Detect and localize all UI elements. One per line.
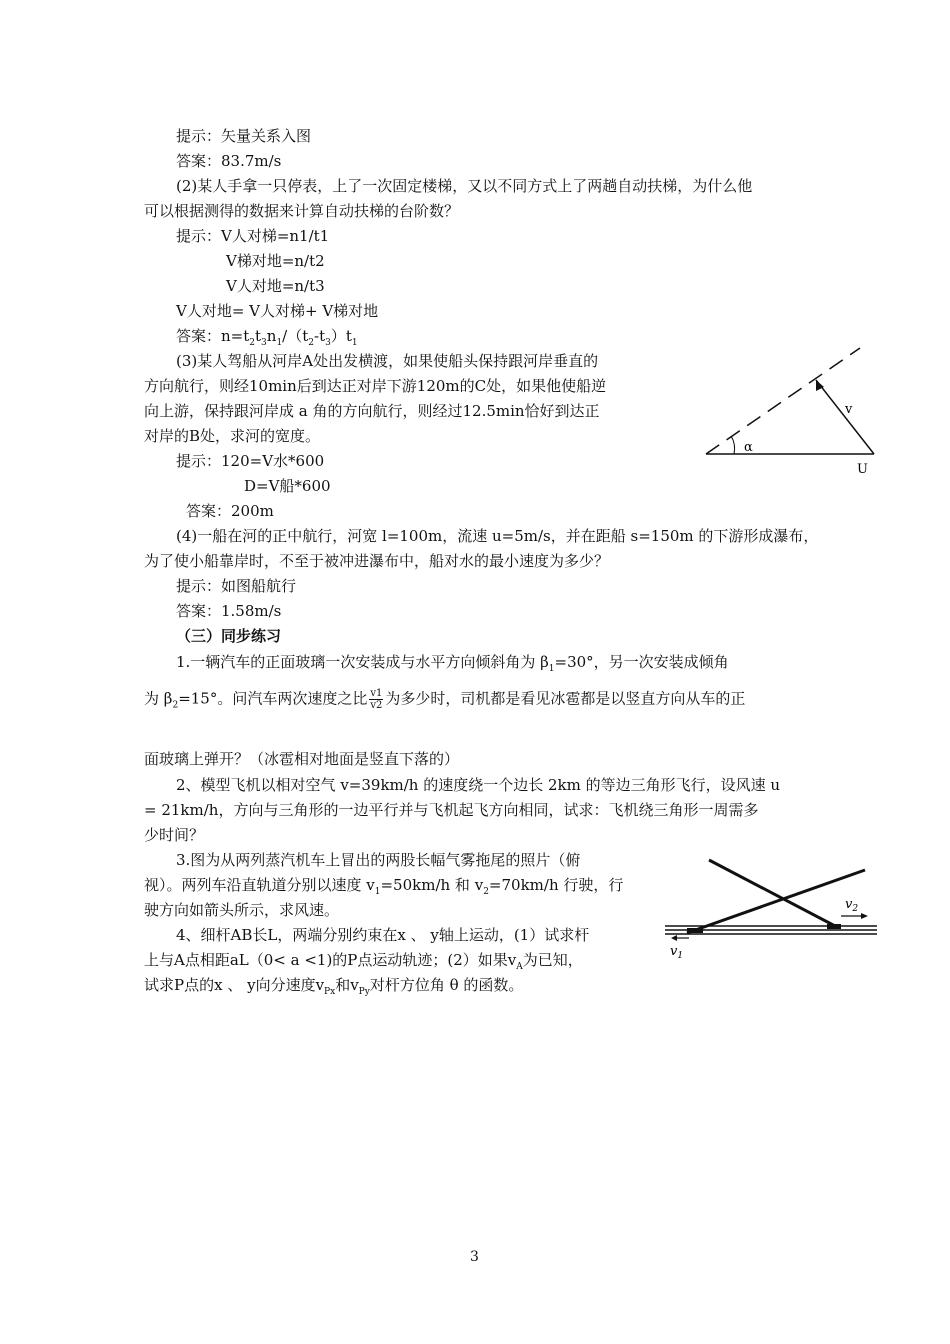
exercise-1-line: 为 $\beta_2=15^\circ$。问汽车两次速度之比 $\frac{v1}{v2}$ 为多少时，司机都是看见冰雹都是以竖直方向从车的正 (144, 688, 746, 711)
exercise-4-line: 4、细杆AB长L，两端分别约束在x 、 y轴上运动，(1）试求杆 (176, 926, 590, 944)
v1-label: $v_1$ (670, 944, 684, 961)
dashed-line (706, 348, 860, 454)
page-number: 3 (470, 1249, 479, 1265)
vector-triangle-figure (700, 340, 900, 480)
exercise-2-line: 少时间？ (144, 826, 205, 844)
question-4-line: (4)一船在河的正中航行，河宽 l=100m，流速 u=5m/s，并在距船 s=150m 的下游形成瀑布， (176, 527, 819, 545)
hint-line: V梯对地=n/t2 (226, 252, 325, 270)
hint-line: 提示：如图船航行 (176, 577, 297, 595)
velocity-ratio-fraction: $\frac{v1}{v2}$ (370, 688, 383, 711)
question-4-line: 为了使小船靠岸时，不至于被冲进瀑布中，船对水的最小速度为多少？ (144, 552, 610, 570)
hint-line: V人对地=n/t3 (226, 277, 325, 295)
answer-line: 答案：1.58m/s (176, 602, 282, 620)
hint-line: 提示：矢量关系入图 (176, 127, 312, 145)
hint-line: 提示：V人对梯=n1/t1 (176, 227, 330, 245)
question-3-line: 对岸的B处，求河的宽度。 (144, 427, 321, 445)
exercise-1-line: 1.一辆汽车的正面玻璃一次安装成与水平方向倾斜角为 $\beta_1=30^\circ$，另一次安装成倾角 (176, 653, 729, 674)
arrow-right-icon (861, 913, 868, 919)
exercise-3-line: 驶方向如箭头所示，求风速。 (144, 901, 340, 919)
v2-label: $v_2$ (845, 897, 859, 914)
vector-v-label: v (845, 402, 853, 417)
exercise-2-line: = 21km/h，方向与三角形的一边平行并与飞机起飞方向相同，试求：飞机绕三角形一周需多 (144, 801, 759, 819)
hint-line: D=V船*600 (244, 477, 331, 495)
arrow-left-icon (671, 935, 677, 941)
exercise-3-line: 3.图为从两列蒸汽机车上冒出的两股长幅气雾拖尾的照片（俯 (176, 851, 581, 869)
exercise-4-line: 试求P点的x 、 y向分速度$v_{Px}$和$v_{Py}$对杆方位角 θ 的函数。 (144, 976, 524, 997)
answer-formula-line: 答案：$n=t_2t_3n_1/(t_2-t_3)t_1$ (176, 327, 358, 348)
hint-line: 提示：120=V水*600 (176, 452, 325, 470)
train-smoke-figure (665, 850, 885, 965)
question-3-line: 方向航行，则经10min后到达正对岸下游120m的C处，如果他使船逆 (144, 377, 607, 395)
angle-arc (731, 436, 735, 454)
answer-line: 答案：83.7m/s (176, 152, 282, 170)
answer-line: 答案：200m (186, 502, 274, 520)
train-2 (827, 924, 841, 929)
exercise-3-line: 视）。两列车沿直轨道分别以速度 $v_1=50km/h$ 和 $v_2=70km/h$ 行驶，行 (144, 876, 624, 897)
vector-u-label: U (857, 462, 868, 477)
velocity-vector-line (816, 380, 874, 454)
hint-line: V人对地= V人对梯+ V梯对地 (176, 302, 379, 320)
question-3-line: 向上游，保持跟河岸成 a 角的方向航行，则经过12.5min恰好到达正 (144, 402, 600, 420)
question-2-line: 可以根据测得的数据来计算自动扶梯的台阶数？ (144, 202, 460, 220)
angle-label: α (744, 440, 753, 455)
smoke-trail-2 (687, 870, 865, 933)
train-1 (687, 928, 703, 933)
exercise-2-line: 2、模型飞机以相对空气 v=39km/h 的速度绕一个边长 2km 的等边三角形飞行，设风速 u (176, 776, 781, 794)
question-3-line: (3)某人驾船从河岸A处出发横渡，如果使船头保持跟河岸垂直的 (176, 352, 599, 370)
exercise-4-line: 上与A点相距aL（0< a <1)的P点运动轨迹；(2）如果$v_A$为已知， (144, 951, 583, 972)
question-2-line: (2)某人手拿一只停表，上了一次固定楼梯，又以不同方式上了两趟自动扶梯，为什么他 (176, 177, 753, 195)
section-heading: （三）同步练习 (176, 627, 282, 645)
exercise-1-line: 面玻璃上弹开？（冰雹相对地面是竖直下落的） (144, 750, 460, 768)
